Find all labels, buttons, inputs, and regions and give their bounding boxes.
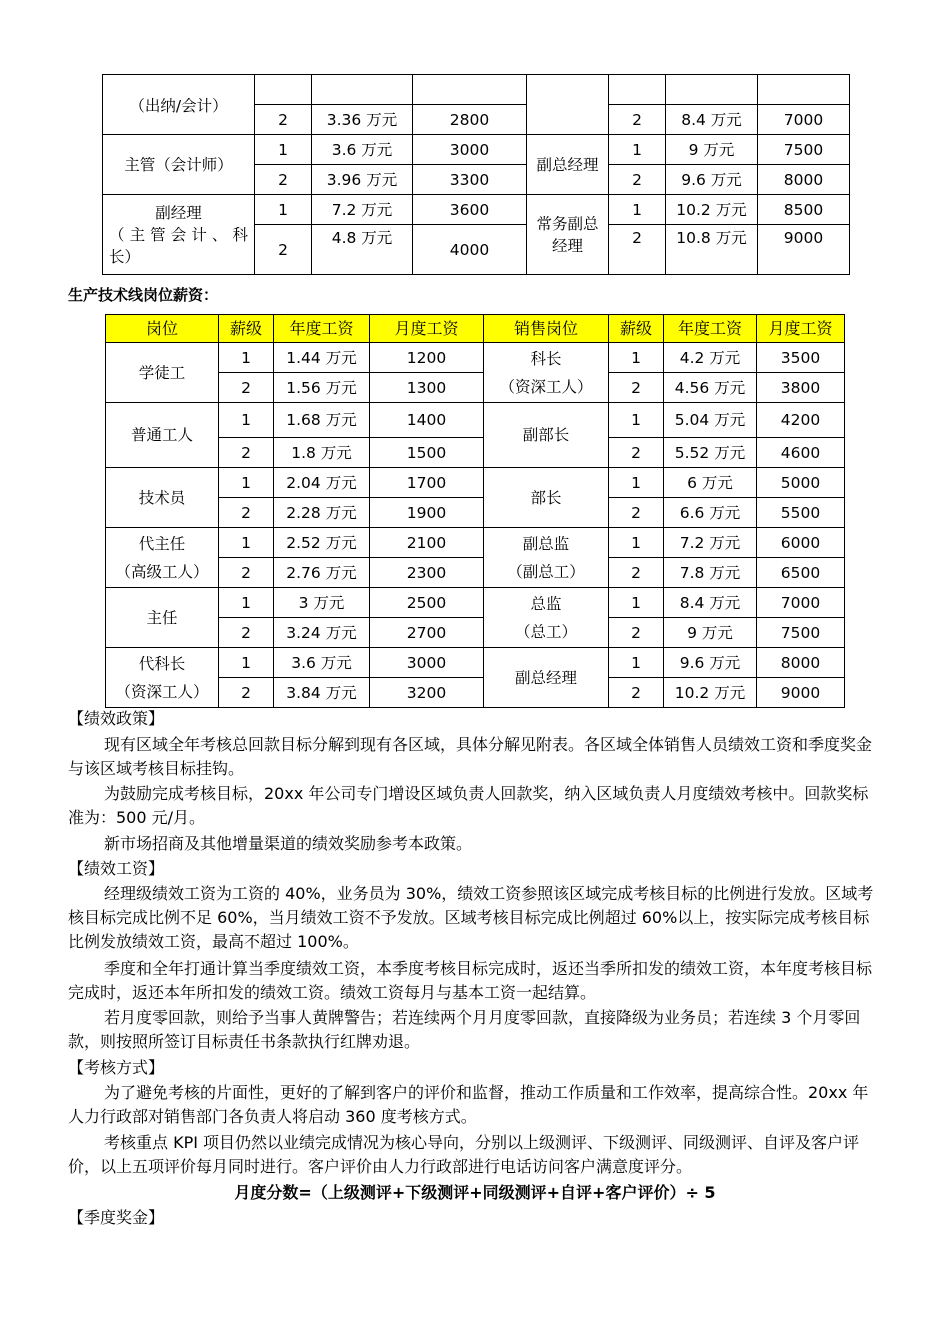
- paragraph: 新市场招商及其他增量渠道的绩效奖励参考本政策。: [104, 834, 473, 853]
- position-line: 代主任: [138, 534, 186, 553]
- annual-cell: 3.6 万元: [312, 135, 413, 165]
- header-monthly: 月度工资: [370, 315, 484, 343]
- position-line: 主任: [146, 608, 178, 627]
- position-line: 总监: [530, 594, 562, 613]
- level-cell: 2: [609, 225, 666, 275]
- monthly-cell: 1200: [370, 343, 484, 373]
- position-cell: [106, 528, 219, 588]
- position-line: 经理: [551, 236, 583, 255]
- level-cell: 1: [219, 343, 274, 373]
- empty-cell: [609, 75, 666, 105]
- table-row: [106, 403, 845, 438]
- level-cell: 1: [609, 468, 664, 498]
- monthly-cell: 2100: [370, 528, 484, 558]
- annual-cell: 3.84 万元: [274, 678, 370, 708]
- position-cell: [106, 468, 219, 528]
- paragraph: 考核重点 KPI 项目仍然以业绩完成情况为核心导向，分别以上级测评、下级测评、同级测评、自评及客户评价，以上五项评价每月同时进行。客户评价由人力行政部进行电话访问客户满意度评分。: [68, 1133, 860, 1176]
- annual-cell: 5.52 万元: [664, 438, 757, 468]
- table-row: [106, 343, 845, 373]
- position-line: （资深工人）: [499, 377, 593, 396]
- level-cell: 1: [255, 135, 312, 165]
- position-cell: [484, 468, 609, 528]
- position-line: 普通工人: [130, 426, 193, 444]
- position-line: 部长: [530, 488, 562, 507]
- monthly-cell: 9000: [757, 678, 845, 708]
- position-cell: [103, 195, 255, 275]
- annual-cell: 3.24 万元: [274, 618, 370, 648]
- position-line: （高级工人）: [115, 562, 209, 581]
- monthly-cell: 1300: [370, 373, 484, 403]
- monthly-cell: 1500: [370, 438, 484, 468]
- header-level: 薪级: [219, 315, 274, 343]
- position-line: 科长: [530, 349, 562, 368]
- monthly-cell: 3000: [370, 648, 484, 678]
- level-cell: 1: [609, 135, 666, 165]
- level-cell: 1: [219, 528, 274, 558]
- monthly-cell: 7500: [757, 618, 845, 648]
- monthly-cell: 2500: [370, 588, 484, 618]
- table-row: [106, 588, 845, 618]
- monthly-cell: 8000: [758, 165, 850, 195]
- empty-cell: [255, 75, 312, 105]
- annual-cell: 6 万元: [664, 468, 757, 498]
- annual-cell: 3 万元: [274, 588, 370, 618]
- position-cell: [484, 343, 609, 403]
- empty-cell: [413, 75, 527, 105]
- annual-cell: 3.36 万元: [312, 105, 413, 135]
- monthly-cell: 4200: [757, 403, 845, 438]
- position-line: 长）: [109, 247, 141, 266]
- annual-cell: 3.6 万元: [274, 648, 370, 678]
- monthly-cell: 3600: [413, 195, 527, 225]
- table-row: [106, 528, 845, 558]
- level-cell: 2: [609, 165, 666, 195]
- monthly-cell: 1900: [370, 498, 484, 528]
- annual-cell: 8.4 万元: [666, 105, 758, 135]
- position-line: 副经理: [155, 203, 202, 222]
- monthly-cell: 6000: [757, 528, 845, 558]
- monthly-cell: 7000: [758, 105, 850, 135]
- level-cell: 2: [219, 498, 274, 528]
- monthly-cell: 1700: [370, 468, 484, 498]
- annual-cell: 8.4 万元: [664, 588, 757, 618]
- level-cell: 1: [219, 648, 274, 678]
- position-cell: [484, 588, 609, 648]
- monthly-cell: 3200: [370, 678, 484, 708]
- position-line: （资深工人）: [115, 682, 209, 701]
- table-row: [106, 648, 845, 678]
- level-cell: 2: [219, 558, 274, 588]
- level-cell: 2: [219, 438, 274, 468]
- monthly-cell: 3500: [757, 343, 845, 373]
- annual-cell: 9.6 万元: [664, 648, 757, 678]
- annual-cell: 4.8 万元: [312, 225, 413, 275]
- position-line: 技术员: [138, 488, 186, 507]
- annual-cell: 10.2 万元: [666, 195, 758, 225]
- level-cell: 2: [609, 558, 664, 588]
- heading-assessment: 【考核方式】: [68, 1058, 165, 1077]
- position-cell: [106, 403, 219, 468]
- position-cell: [484, 648, 609, 708]
- annual-cell: 2.52 万元: [274, 528, 370, 558]
- monthly-cell: 7000: [757, 588, 845, 618]
- header-monthly: 月度工资: [757, 315, 845, 343]
- annual-cell: 1.68 万元: [274, 403, 370, 438]
- level-cell: 1: [609, 588, 664, 618]
- position-cell: [106, 343, 219, 403]
- empty-cell: [758, 75, 850, 105]
- empty-cell: [312, 75, 413, 105]
- monthly-cell: 6500: [757, 558, 845, 588]
- level-cell: 2: [255, 105, 312, 135]
- monthly-cell: 5000: [757, 468, 845, 498]
- annual-cell: 9.6 万元: [666, 165, 758, 195]
- annual-cell: 7.2 万元: [312, 195, 413, 225]
- monthly-cell: 3300: [413, 165, 527, 195]
- level-cell: 1: [609, 648, 664, 678]
- score-formula: 月度分数=（上级测评+下级测评+同级测评+自评+客户评价）÷ 5: [234, 1183, 716, 1202]
- monthly-cell: 1400: [370, 403, 484, 438]
- level-cell: 1: [609, 403, 664, 438]
- monthly-cell: 5500: [757, 498, 845, 528]
- position-line: 代科长: [138, 654, 186, 673]
- level-cell: 2: [255, 225, 312, 275]
- annual-cell: 3.96 万元: [312, 165, 413, 195]
- level-cell: 2: [219, 678, 274, 708]
- annual-cell: 2.04 万元: [274, 468, 370, 498]
- level-cell: 2: [609, 678, 664, 708]
- level-cell: 2: [609, 498, 664, 528]
- monthly-cell: 2700: [370, 618, 484, 648]
- annual-cell: 5.04 万元: [664, 403, 757, 438]
- position-line: 副部长: [522, 426, 570, 444]
- level-cell: 1: [609, 343, 664, 373]
- level-cell: 1: [609, 528, 664, 558]
- annual-cell: 9 万元: [664, 618, 757, 648]
- annual-cell: 1.56 万元: [274, 373, 370, 403]
- monthly-cell: 3000: [413, 135, 527, 165]
- header-position: 岗位: [106, 315, 219, 343]
- table-row: [106, 468, 845, 498]
- heading-quarter-bonus: 【季度奖金】: [68, 1208, 165, 1227]
- monthly-cell: 3800: [757, 373, 845, 403]
- header-sales-position: 销售岗位: [484, 315, 609, 343]
- annual-cell: 2.28 万元: [274, 498, 370, 528]
- paragraph: 为鼓励完成考核目标，20xx 年公司专门增设区域负责人回款奖，纳入区域负责人月度绩效考核中。回款奖标准为：500 元/月。: [68, 784, 869, 827]
- monthly-cell: 2800: [413, 105, 527, 135]
- position-line: （副总工）: [507, 562, 585, 581]
- monthly-cell: 8500: [758, 195, 850, 225]
- position-line: 常务副总: [536, 214, 599, 233]
- position-line: （总工）: [514, 622, 577, 641]
- level-cell: 2: [219, 618, 274, 648]
- paragraph: 为了避免考核的片面性，更好的了解到客户的评价和监督，推动工作质量和工作效率，提高综合性。20xx 年人力行政部对销售部门各负责人将启动 360 度考核方式。: [68, 1083, 869, 1126]
- position-line: 副总监: [522, 534, 570, 553]
- annual-cell: 2.76 万元: [274, 558, 370, 588]
- heading-perf-salary: 【绩效工资】: [68, 859, 165, 878]
- position-cell: （出纳/会计）: [103, 75, 255, 135]
- level-cell: 2: [609, 105, 666, 135]
- annual-cell: 6.6 万元: [664, 498, 757, 528]
- level-cell: 2: [609, 373, 664, 403]
- position-cell: [527, 195, 609, 275]
- annual-cell: 1.44 万元: [274, 343, 370, 373]
- level-cell: 2: [219, 373, 274, 403]
- annual-cell: 4.2 万元: [664, 343, 757, 373]
- monthly-cell: 4000: [413, 225, 527, 275]
- annual-cell: 4.56 万元: [664, 373, 757, 403]
- salary-table-production: [105, 314, 845, 708]
- monthly-cell: 8000: [757, 648, 845, 678]
- annual-cell: 9 万元: [666, 135, 758, 165]
- monthly-cell: 2300: [370, 558, 484, 588]
- paragraph: 季度和全年打通计算当季度绩效工资，本季度考核目标完成时，返还当季所扣发的绩效工资，本年度考核目标完成时，返还本年所扣发的绩效工资。绩效工资每月与基本工资一起结算。: [68, 959, 873, 1002]
- level-cell: 1: [219, 468, 274, 498]
- position-cell: 副总经理: [527, 135, 609, 195]
- position-line: （主管会计、科: [109, 225, 248, 244]
- annual-cell: 10.2 万元: [664, 678, 757, 708]
- paragraph: 经理级绩效工资为工资的 40%，业务员为 30%，绩效工资参照该区域完成考核目标的比例进行发放。区域考核目标完成比例不足 60%，当月绩效工资不予发放。区域考核目标完成比例超过 60%以上，按实际完成考核目标比例发放绩效工资，最高不超过 100%。: [68, 884, 874, 951]
- position-cell: [484, 528, 609, 588]
- level-cell: 2: [609, 618, 664, 648]
- level-cell: 1: [609, 195, 666, 225]
- annual-cell: 10.8 万元: [666, 225, 758, 275]
- position-line: 学徒工: [138, 363, 186, 382]
- level-cell: 1: [255, 195, 312, 225]
- header-level: 薪级: [609, 315, 664, 343]
- header-annual: 年度工资: [274, 315, 370, 343]
- level-cell: 1: [219, 588, 274, 618]
- salary-table-top: [102, 74, 850, 275]
- annual-cell: 7.2 万元: [664, 528, 757, 558]
- empty-cell: [666, 75, 758, 105]
- level-cell: 1: [219, 403, 274, 438]
- paragraph: 若月度零回款，则给予当事人黄牌警告；若连续两个月月度零回款，直接降级为业务员；若连续 3 个月零回款，则按照所签订目标责任书条款执行红牌劝退。: [68, 1008, 861, 1051]
- monthly-cell: 7500: [758, 135, 850, 165]
- position-cell: 主管（会计师）: [103, 135, 255, 195]
- monthly-cell: 9000: [758, 225, 850, 275]
- annual-cell: 1.8 万元: [274, 438, 370, 468]
- annual-cell: 7.8 万元: [664, 558, 757, 588]
- position-cell: [106, 588, 219, 648]
- section-title: 生产技术线岗位薪资：: [68, 286, 219, 304]
- paragraph: 现有区域全年考核总回款目标分解到现有各区域，具体分解见附表。各区域全体销售人员绩效工资和季度奖金与该区域考核目标挂钩。: [68, 735, 873, 778]
- level-cell: 2: [255, 165, 312, 195]
- position-cell: [106, 648, 219, 708]
- monthly-cell: 4600: [757, 438, 845, 468]
- level-cell: 2: [609, 438, 664, 468]
- empty-cell: [527, 75, 609, 135]
- heading-perf-policy: 【绩效政策】: [68, 709, 165, 728]
- position-cell: [484, 403, 609, 468]
- header-annual: 年度工资: [664, 315, 757, 343]
- position-line: 副总经理: [514, 668, 577, 687]
